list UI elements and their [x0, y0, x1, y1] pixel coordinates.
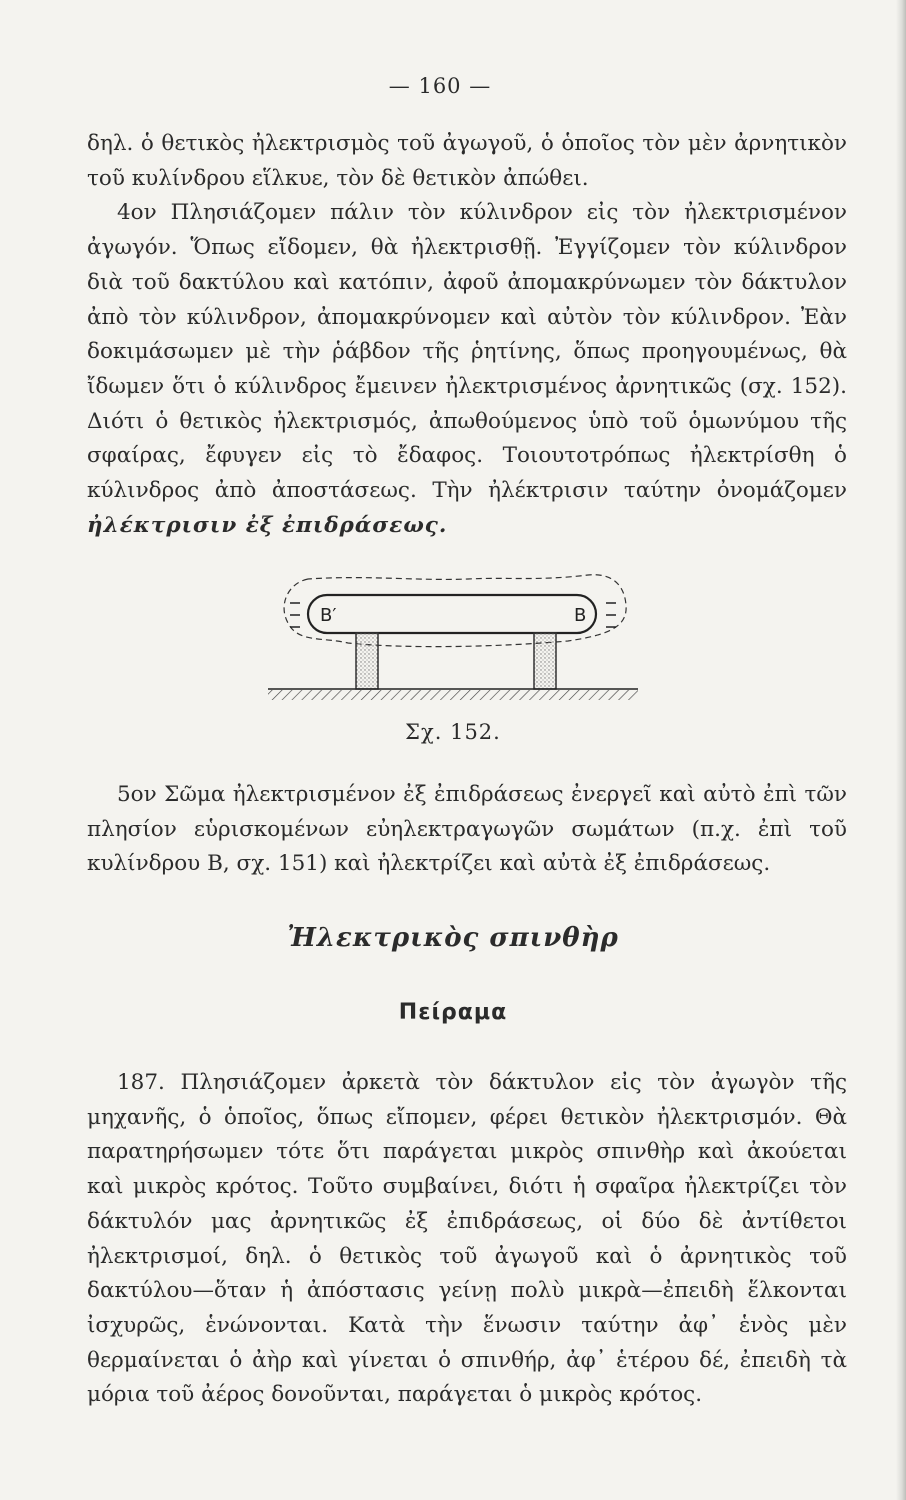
ground-hatch	[268, 690, 638, 700]
text-block-middle	[87, 778, 847, 882]
text-block-bottom	[87, 1066, 847, 1413]
paragraph-4	[87, 196, 847, 543]
page-edge	[896, 0, 906, 1500]
figure-caption: Σχ. 152.	[405, 720, 501, 744]
cylinder	[308, 595, 596, 633]
support-left	[356, 633, 378, 689]
paragraph-187: 187. Πλησιάζομεν ἀρκετὰ τὸν δάκτυλον εἰς τὸν ἀγωγὸν τῆς μηχανῆς, ὁ ὁποῖος, ὅπως εἴπομεν, φέρει θετικὸν ἠλεκτρισμόν. Θὰ παρατηρήσωμεν τότε ὅτι παράγεται μικρὸς σπινθὴρ καὶ ἀκούεται καὶ μικρὸς κρότος. Τοῦτο συμβαίνει, διότι ἡ σφαῖρα ἠλεκτρίζει τὸν δάκτυλόν μας ἀρνητικῶς ἐξ ἐπιδράσεως, οἱ δύο δὲ ἀντίθετοι ἠλεκτρισμοί, δηλ. ὁ θετικὸς τοῦ ἀγωγοῦ καὶ ὁ ἀρνητικὸς τοῦ δακτύλου—ὅταν ἡ ἀπόστασις γείνῃ πολὺ μικρὰ—ἐπειδὴ ἕλκονται ἰσχυρῶς, ἑνώνονται. Κατὰ τὴν ἕνωσιν ταύτην ἀφ᾽ ἑνὸς μὲν θερμαίνεται ὁ ἀὴρ καὶ γίνεται ὁ σπινθήρ, ἀφ᾽ ἑτέρου δέ, ἐπειδὴ τὰ μόρια τοῦ ἀέρος δονοῦνται, παράγεται ὁ μικρὸς κρότος.	[87, 1070, 847, 1408]
page-number: — 160 —	[388, 74, 492, 98]
text-block-top	[87, 127, 847, 543]
paragraph-continuation: δηλ. ὁ θετικὸς ἠλεκτρισμὸς τοῦ ἀγωγοῦ, ὁ ὁποῖος τὸν μὲν ἀρνητικὸν τοῦ κυλίνδρου εἵλκυε, τὸν δὲ θετικὸν ἀπώθει.	[87, 131, 847, 191]
paragraph-4-text: 4ον Πλησιάζομεν πάλιν τὸν κύλινδρον εἰς τὸν ἠλεκτρισμένον ἀγωγόν. Ὅπως εἴδομεν, θὰ ἠλεκτρισθῇ. Ἐγγίζομεν τὸν κύλινδρον διὰ τοῦ δακτύλου καὶ κατόπιν, ἀφοῦ ἀπομακρύνωμεν τὸν δάκτυλον ἀπὸ τὸν κύλινδρον, ἀπομακρύνομεν καὶ αὐτὸν τὸν κύλινδρον. Ἐὰν δοκιμάσωμεν μὲ τὴν ῥάβδον τῆς ῥητίνης, ὅπως προηγουμένως, θὰ ἴδωμεν ὅτι ὁ κύλινδρος ἔμεινεν ἠλεκτρισμένος ἀρνητικῶς (σχ. 152). Διότι ὁ θετικὸς ἠλεκτρισμός, ἀπωθούμενος ὑπὸ τοῦ ὁμωνύμου τῆς σφαίρας, ἔφυγεν εἰς τὸ ἔδαφος. Τοιουτοτρόπως ἠλεκτρίσθη ὁ κύλινδρος ἀπὸ ἀποστάσεως. Τὴν ἠλέκτρισιν ταύτην ὀνομάζομεν	[87, 200, 847, 504]
figure-152	[268, 565, 638, 715]
subsection-title: Πείραμα	[398, 1000, 508, 1025]
support-right	[534, 633, 556, 689]
label-b-prime: B′	[320, 605, 337, 626]
paragraph-5: 5ον Σῶμα ἠλεκτρισμένον ἐξ ἐπιδράσεως ἐνεργεῖ καὶ αὐτὸ ἐπὶ τῶν πλησίον εὑρισκομένων εὐηλεκτραγωγῶν σωμάτων (π.χ. ἐπὶ τοῦ κυλίνδρου Β, σχ. 151) καὶ ἠλεκτρίζει καὶ αὐτὰ ἐξ ἐπιδράσεως.	[87, 782, 847, 877]
section-title: Ἠλεκτρικὸς σπινθὴρ	[287, 923, 619, 953]
emphasized-term: ἠλέκτρισιν ἐξ ἐπιδράσεως.	[87, 512, 448, 538]
label-b: B	[574, 605, 587, 626]
